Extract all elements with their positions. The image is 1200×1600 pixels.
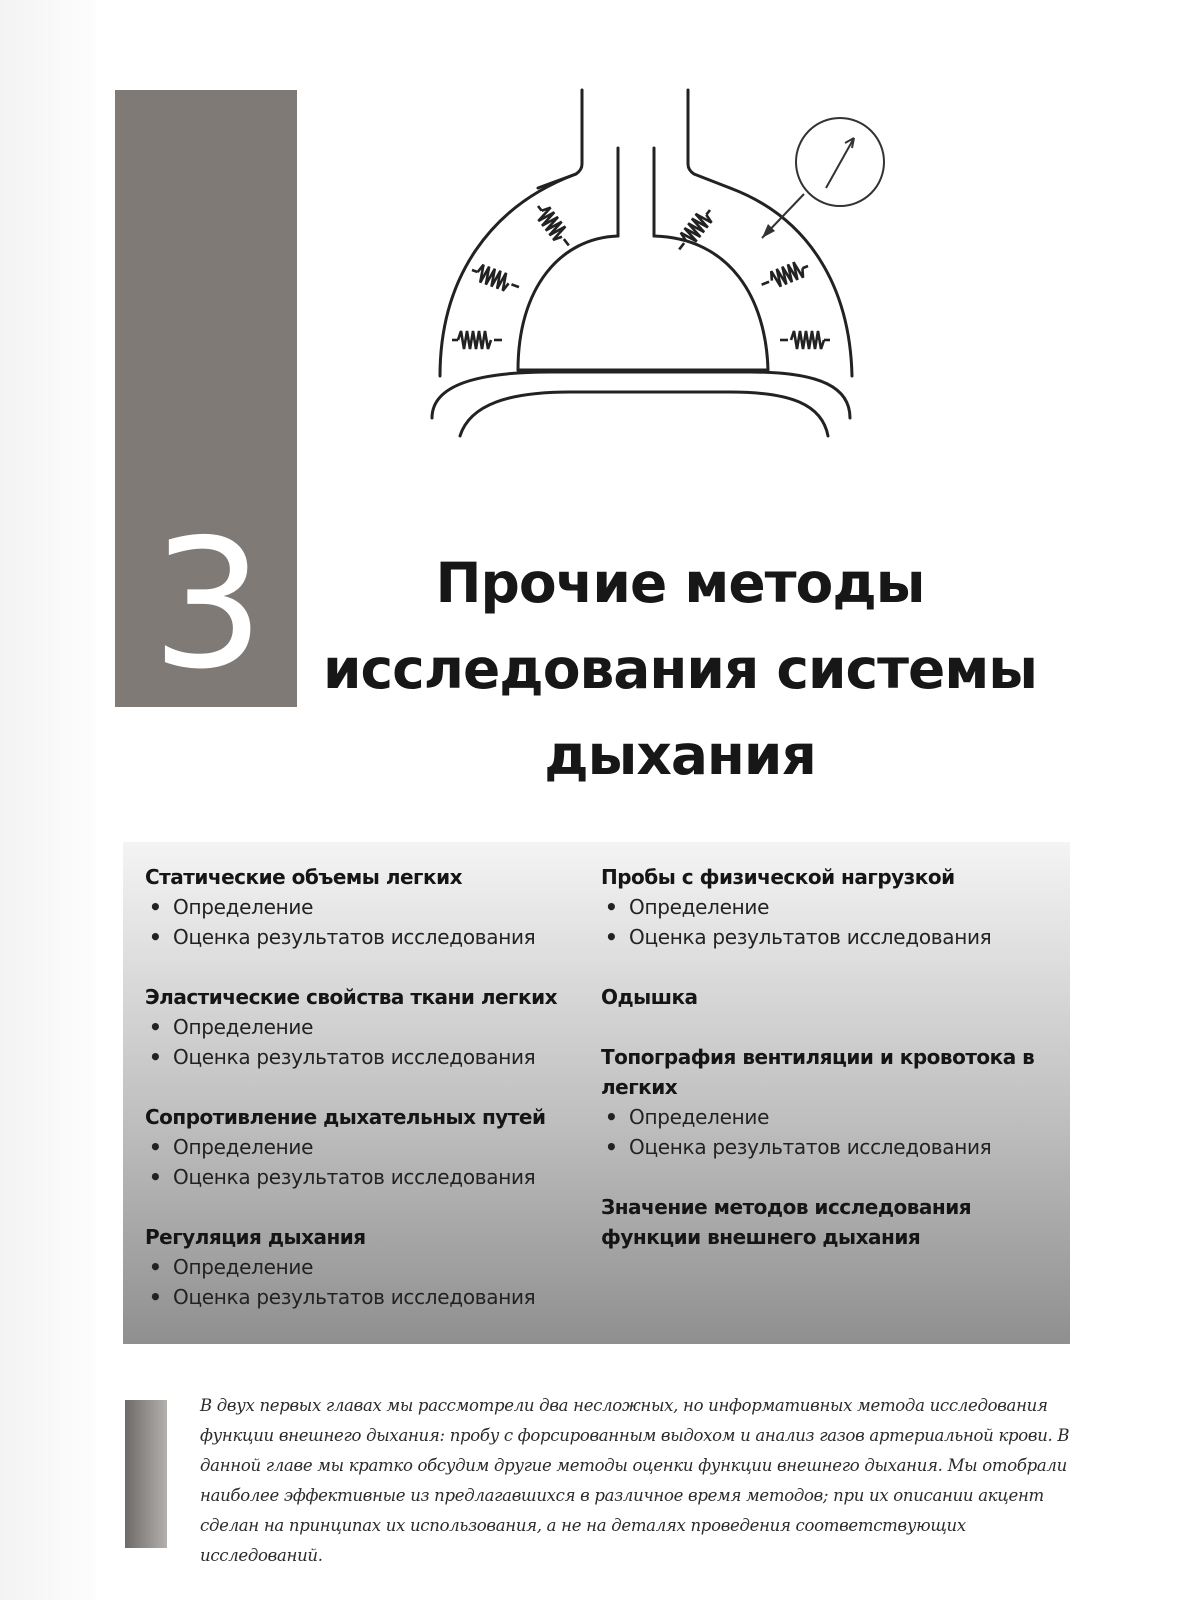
- list-item-label: Определение: [629, 895, 770, 919]
- list-item-label: Оценка результатов исследования: [629, 925, 992, 949]
- bullet-icon: •: [149, 1045, 162, 1069]
- bullet-icon: •: [149, 1135, 162, 1159]
- list-item: [145, 1162, 585, 1192]
- section-title: Статические объемы легких: [145, 865, 462, 889]
- contents-section: [145, 862, 585, 952]
- list-item: [145, 1282, 585, 1312]
- list-item-label: Оценка результатов исследования: [173, 1165, 536, 1189]
- chapter-number: 3: [151, 501, 261, 708]
- section-title: Сопротивление дыхательных путей: [145, 1105, 546, 1129]
- section-title: Одышка: [601, 985, 698, 1009]
- intro-paragraph: В двух первых главах мы рассмотрели два несложных, но информативных метода исследования функции внешнего дыхания: пробу с форсированным выдохом и анализ газов артериальной крови. В данной главе мы кратко обсудим другие методы оценки функции внешнего дыхания. Мы отобрали наиболее эффективные из предлагавшихся в различное время методов; при их описании акцент сделан на принципах их использования, а не на деталях проведения соответствующих исследований.: [200, 1396, 1070, 1565]
- intro-accent-bar: [125, 1400, 167, 1548]
- section-title: Топография вентиляции и кровотока в легких: [601, 1045, 1035, 1099]
- list-item-label: Определение: [173, 1135, 314, 1159]
- bullet-icon: •: [605, 1105, 618, 1129]
- list-item: [145, 1012, 585, 1042]
- list-item: [145, 1132, 585, 1162]
- contents-section: [145, 1222, 585, 1312]
- bullet-icon: •: [149, 925, 162, 949]
- list-item: [145, 1042, 585, 1072]
- list-item: [601, 1102, 1056, 1132]
- bullet-icon: •: [605, 925, 618, 949]
- list-item-label: Оценка результатов исследования: [629, 1135, 992, 1159]
- contents-left-column: [145, 862, 585, 1342]
- bullet-icon: •: [149, 1285, 162, 1309]
- list-item-label: Определение: [173, 1015, 314, 1039]
- chapter-contents: [123, 842, 1070, 1344]
- section-title: Значение методов исследования функции внешнего дыхания: [601, 1195, 972, 1249]
- list-item-label: Оценка результатов исследования: [173, 1045, 536, 1069]
- list-item: [145, 892, 585, 922]
- bullet-icon: •: [149, 1015, 162, 1039]
- bullet-icon: •: [149, 1255, 162, 1279]
- contents-section: [601, 1042, 1056, 1162]
- list-item: [145, 1252, 585, 1282]
- lung-spring-model-icon: [430, 88, 910, 450]
- page-edge: [0, 0, 96, 1600]
- contents-section: [601, 1192, 1056, 1252]
- contents-section: [145, 982, 585, 1072]
- bullet-icon: •: [605, 895, 618, 919]
- bullet-icon: •: [149, 1165, 162, 1189]
- contents-section: [601, 862, 1056, 952]
- section-title: Пробы с физической нагрузкой: [601, 865, 955, 889]
- list-item-label: Определение: [173, 1255, 314, 1279]
- list-item-label: Определение: [173, 895, 314, 919]
- list-item-label: Определение: [629, 1105, 770, 1129]
- section-title: Регуляция дыхания: [145, 1225, 366, 1249]
- list-item: [145, 922, 585, 952]
- bullet-icon: •: [149, 895, 162, 919]
- contents-section: [601, 982, 1056, 1012]
- contents-right-column: [601, 862, 1056, 1282]
- list-item: [601, 892, 1056, 922]
- list-item: [601, 1132, 1056, 1162]
- chapter-title: Прочие методы исследования системы дыхания: [322, 551, 1038, 787]
- section-title: Эластические свойства ткани легких: [145, 985, 557, 1009]
- contents-section: [145, 1102, 585, 1192]
- list-item-label: Оценка результатов исследования: [173, 925, 536, 949]
- list-item-label: Оценка результатов исследования: [173, 1285, 536, 1309]
- list-item: [601, 922, 1056, 952]
- bullet-icon: •: [605, 1135, 618, 1159]
